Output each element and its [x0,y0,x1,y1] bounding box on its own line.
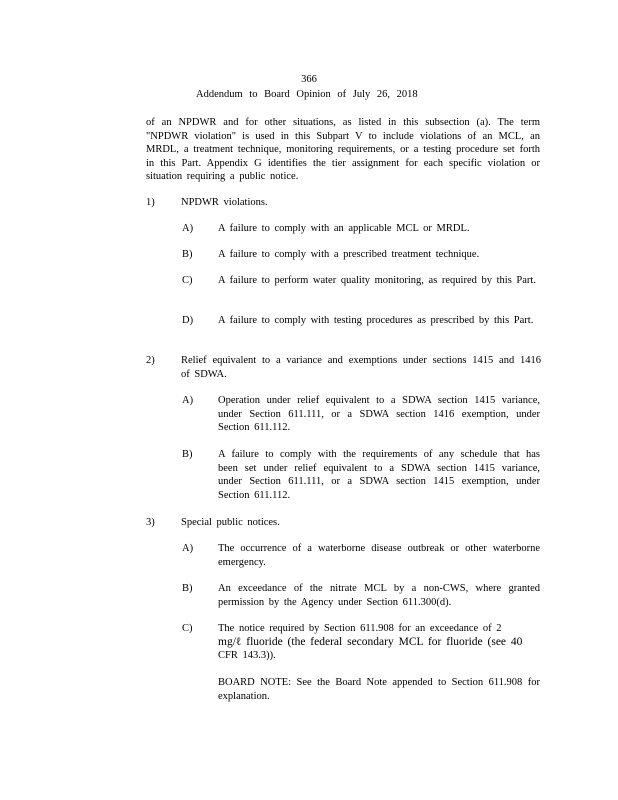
item-number: C) [182,623,193,634]
item-text: A failure to comply with an applicable MCL or MRDL. [218,223,470,234]
item-text: A failure to comply with the requirements of any schedule that has been set under relief equivalent to a SDWA section 1415 variance, under Section 611.111, or a SDWA section 1415 exemption, under Section 611.112. [218,449,540,501]
item-number: B) [182,583,193,594]
section-number: 1) [146,197,155,208]
item-text-line-1: The notice required by Section 611.908 for an exceedance of 2 [218,623,502,634]
item-number: C) [182,275,193,286]
item-number: A) [182,395,194,406]
item-text [218,622,540,663]
item-number: B) [182,449,193,460]
item-text-line-2: mg/ℓ fluoride (the federal secondary MCL for fluoride (see 40 [218,635,523,648]
item-text: A failure to comply with testing procedures as prescribed by this Part. [218,315,534,326]
item-number: B) [182,249,193,260]
item-text: Operation under relief equivalent to a SDWA section 1415 variance, under Section 611.111, or a SDWA section 1416 exemption, under Section 611.112. [218,395,540,433]
item-text: A failure to comply with a prescribed treatment technique. [218,249,480,260]
page-number: 366 [301,74,317,85]
item-text: A failure to perform water quality monitoring, as required by this Part. [218,275,536,286]
section-number: 3) [146,517,155,528]
item-text: The occurrence of a waterborne disease outbreak or other waterborne emergency. [218,543,540,568]
intro-paragraph: of an NPDWR and for other situations, as listed in this subsection (a). The term "NPDWR violation" is used in this Subpart V to include violations of an MCL, an MRDL, a treatment technique, monitoring requirements, or a testing procedure set forth in this Part. Appendix G identifies the tier assignment for each specific violation or situation requiring a public notice. [146,117,540,182]
item-text-line-3: CFR 143.3)). [218,650,276,661]
item-number: A) [182,223,194,234]
item-text: An exceedance of the nitrate MCL by a non-CWS, where granted permission by the Agency under Section 611.300(d). [218,583,540,608]
section-number: 2) [146,355,155,366]
item-number: A) [182,543,194,554]
running-header: Addendum to Board Opinion of July 26, 2018 [196,89,418,100]
board-note-text: BOARD NOTE: See the Board Note appended to Section 611.908 for explanation. [218,677,540,702]
section-title: Special public notices. [181,517,280,528]
section-title: Relief equivalent to a variance and exemptions under sections 1415 and 1416 of SDWA. [181,355,541,380]
item-number: D) [182,315,194,326]
section-title: NPDWR violations. [181,197,268,208]
